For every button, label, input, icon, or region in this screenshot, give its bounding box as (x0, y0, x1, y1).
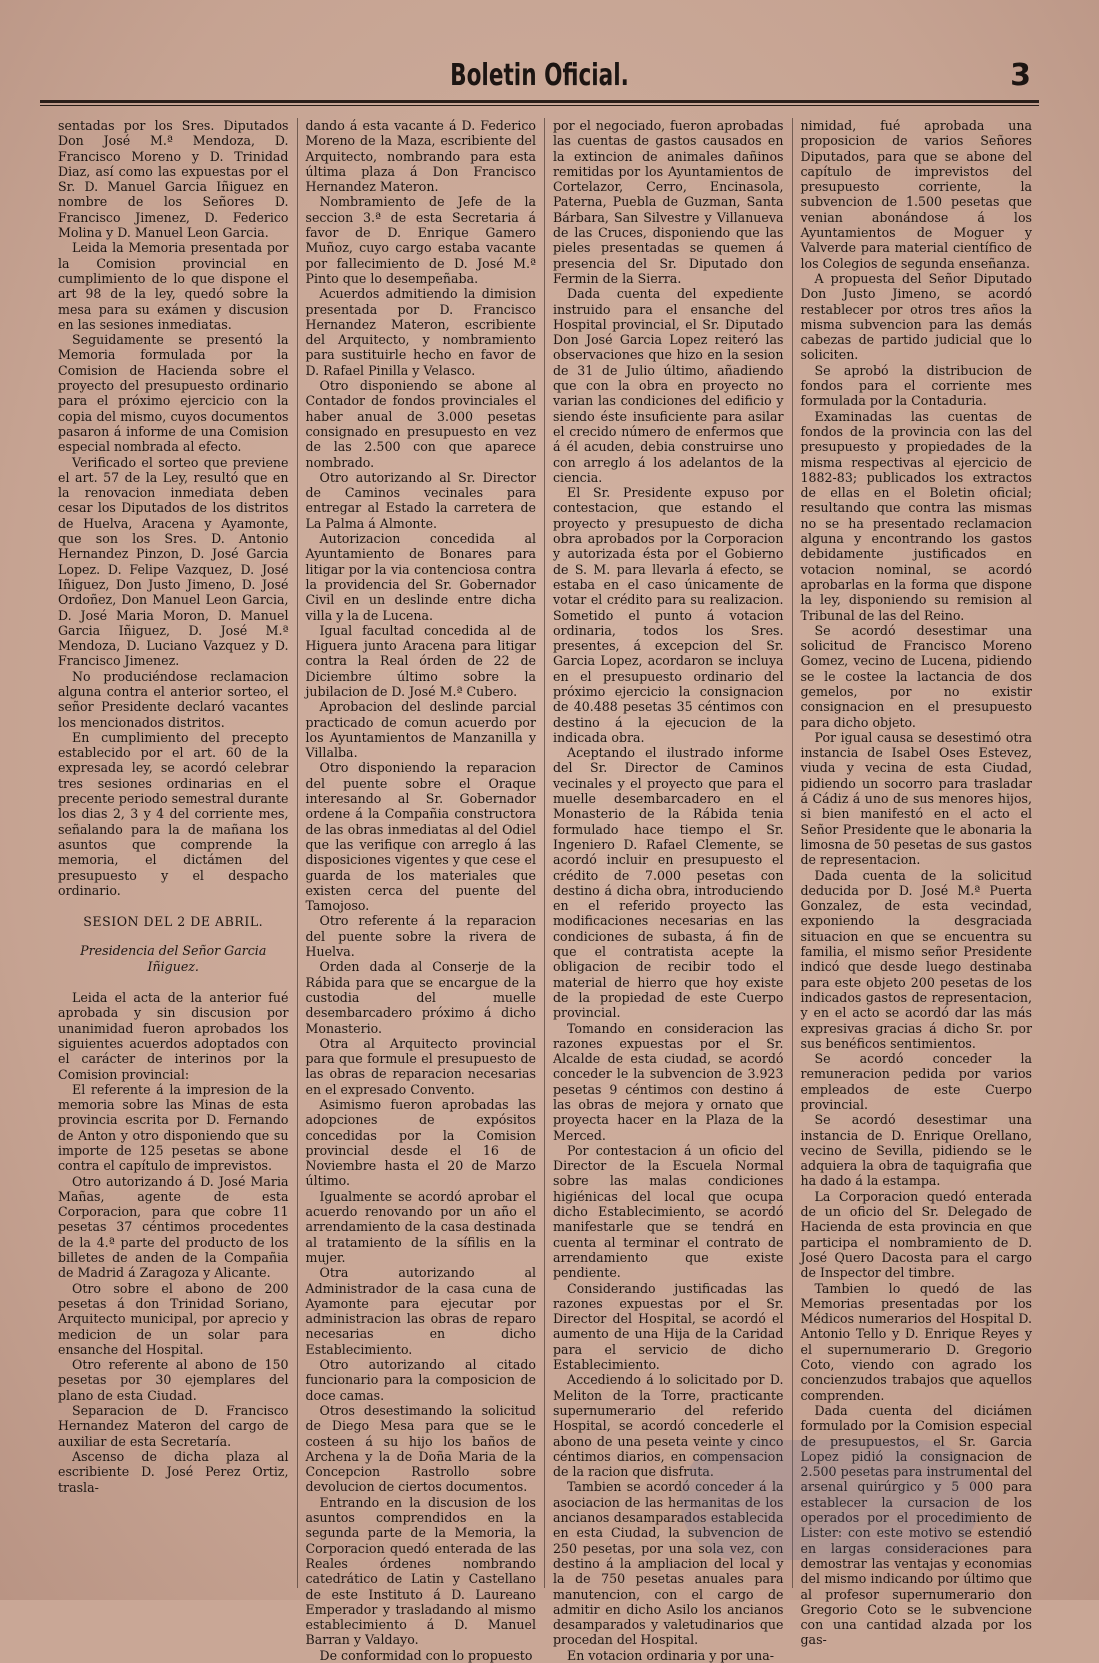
column-1 (50, 118, 298, 1588)
paragraph: En cumplimiento del precepto establecido por el art. 60 de la expresada ley, se acordó celebrar tres sesiones ordinarias en el precente periodo semestral durante los dias 2, 3 y 4 del corriente mes, señalando para la de mañana los asuntos que comprende la memoria, el dictámen del presupuesto y el despacho ordinario. (58, 729, 289, 898)
paragraph: Seguidamente se presentó la Memoria formulada por la Comision de Hacienda sobre el proyecto del presupuesto ordinario para el próximo ejercicio con la copia del mismo, cuyos documentos pasaron á informe de una Comision especial nombrada al efecto. (58, 332, 289, 455)
paragraph: Otro referente á la reparacion del puente sobre la rivera de Huelva. (305, 913, 536, 960)
page-number: 3 (1010, 58, 1031, 93)
paragraph: Entrando en la discusion de los asuntos comprendidos en la segunda parte de la Memoria, la Corporacion quedó enterada de las Reales órdenes nombrando catedrático de Latin y Castellano de este Instituto á D. Laureano Emperador y trasladando al mismo establecimiento á D. Manuel Barran y Valdayo. (305, 1494, 536, 1648)
paragraph: Se aprobó la distribucion de fondos para el corriente mes formulada por la Contaduria. (800, 362, 1032, 409)
paragraph: Asimismo fueron aprobadas las adopciones de expósitos concedidas por la Comision provincial desde el 16 de Noviembre hasta el 20 de Marzo último. (305, 1097, 536, 1189)
page-title: Boletin Oficial. (450, 58, 629, 93)
paragraph: Verificado el sorteo que previene el art. 57 de la Ley, resultó que en la renovacion inmediata deben cesar los Diputados de los distritos de Huelva, Aracena y Ayamonte, que son los Sres. D. Antonio Hernandez Pinzon, D. José Garcia Lopez. D. Felipe Vazquez, D. José Iñiguez, Don Justo Jimeno, D. José Ordoñez, Don Manuel Leon Garcia, D. José Maria Moron, D. Manuel Garcia Iñiguez, D. José M.ª Mendoza, D. Luciano Vazquez y D. Francisco Jimenez. (58, 454, 289, 669)
paragraph: Se acordó desestimar una solicitud de Francisco Moreno Gomez, vecino de Lucena, pidiendo se le costee la lactancia de dos gemelos, por no existir consignacion en el presupuesto para dicho objeto. (800, 622, 1032, 730)
paragraph: Otra al Arquitecto provincial para que formule el presupuesto de las obras de reparacion necesarias en el expresado Convento. (305, 1035, 536, 1097)
section-heading: SESION DEL 2 DE ABRIL. (83, 914, 264, 930)
paragraph: Por igual causa se desestimó otra instancia de Isabel Oses Estevez, viuda y vecina de esta Ciudad, pidiendo un socorro para trasladar á Cádiz á uno de sus menores hijos, si bien manifestó en el acto el Señor Presidente que le abonaria la limosna de 50 pesetas de sus gastos de representacion. (800, 729, 1032, 868)
paragraph: El referente á la impresion de la memoria sobre las Minas de esta provincia escrita por D. Fernando de Anton y otro disponiendo que su importe de 125 pesetas se abone contra el capítulo de imprevistos. (58, 1081, 289, 1174)
paragraph: Acuerdos admitiendo la dimision presentada por D. Francisco Hernandez Materon, escribiente del Arquitecto, y nombramiento para sustituirle hecho en favor de D. Rafael Pinilla y Velasco. (305, 286, 536, 378)
paragraph: Autorizacion concedida al Ayuntamiento de Bonares para litigar por la via contenciosa contra la providencia del Sr. Gobernador Civil en un deslinde entre dicha villa y la de Lucena. (305, 531, 536, 623)
column-2 (298, 118, 546, 1663)
paragraph: En votacion ordinaria y por una- (567, 1647, 774, 1663)
paragraph: sentadas por los Sres. Diputados Don José M.ª Mendoza, D. Francisco Moreno y D. Trinidad Diaz, así como las expuestas por el Sr. D. Manuel Garcia Iñiguez en nombre de los Señores D. Francisco Jimenez, D. Federico Molina y D. Manuel Leon Garcia. (58, 118, 289, 241)
paragraph: Leida la Memoria presentada por la Comision provincial en cumplimiento de lo que dispone el art 98 de la ley, quedó sobre la mesa para su exámen y discusion en las sesiones inmediatas. (58, 240, 289, 332)
paragraph: Se acordó conceder la remuneracion pedida por varios empleados de este Cuerpo provincial. (800, 1051, 1032, 1112)
paragraph: por el negociado, fueron aprobadas las cuentas de gastos causados en la extincion de animales dañinos remitidas por los Ayuntamientos de Cortelazor, Cerro, Encinasola, Paterna, Puebla de Guzman, Santa Bárbara, San Silvestre y Villanueva de las Cruces, disponiendo que las pieles presentadas se quemen á presencia del Sr. Diputado don Fermin de la Sierra. (553, 118, 784, 286)
paragraph: Leida el acta de la anterior fué aprobada y sin discusion por unanimidad fueron aprobados los siguientes acuerdos adoptados con el carácter de interinos por la Comision provincial: (58, 990, 289, 1082)
paragraph: Dada cuenta del expediente instruido para el ensanche del Hospital provincial, el Sr. Diputado Don José Garcia Lopez reiteró las observaciones que hizo en la sesion de 31 de Julio último, añadiendo que con la obra en proyecto no varian las condiciones del edificio y siendo éste insuficiente para asilar el crecido número de enfermos que á él acuden, debia construirse uno con arreglo á los adelantos de la ciencia. (553, 286, 784, 485)
header-rule (40, 100, 1039, 103)
paragraph: Ascenso de dicha plaza al escribiente D. José Perez Ortiz, trasla- (58, 1448, 289, 1495)
paragraph: Otro sobre el abono de 200 pesetas á don Trinidad Soriano, Arquitecto municipal, por aprecio y medicion de un solar para ensanche del Hospital. (58, 1280, 289, 1357)
paragraph: Igual facultad concedida al de Higuera junto Aracena para litigar contra la Real órden de 22 de Diciembre último sobre la jubilacion de D. José M.ª Cubero. (305, 622, 536, 699)
header-rule-thin (40, 105, 1039, 106)
paragraph: La Corporacion quedó enterada de un oficio del Sr. Delegado de Hacienda de esta provincia en que participa el nombramiento de D. José Quero Dacosta para el cargo de Inspector del timbre. (800, 1188, 1032, 1281)
section-subheading: Presidencia del Señor Garcia Iñiguez. (80, 943, 267, 974)
paragraph: De conformidad con lo propuesto (319, 1647, 533, 1663)
paragraph: Examinadas las cuentas de fondos de la provincia con las del presupuesto y propiedades de la misma respectivas al ejercicio de 1882-83; publicados los extractos de ellas en el Boletin oficial; resultando que contra las mismas no se ha presentado reclamacion alguna y encontrando los gastos debidamente justificados en votacion nominal, se acordó aprobarlas en la forma que dispone la ley, disponiendo su remision al Tribunal de las del Reino. (800, 408, 1032, 623)
paragraph: nimidad, fué aprobada una proposicion de varios Señores Diputados, para que se abone del capítulo de imprevistos del presupuesto corriente, la subvencion de 1.500 pesetas que venian abonándose á los Ayuntamientos de Moguer y Valverde para material científico de los Colegios de segunda enseñanza. (800, 118, 1032, 271)
column-4 (793, 118, 1041, 1648)
paragraph: Tomando en consideracion las razones expuestas por el Sr. Alcalde de esta ciudad, se acordó conceder le la subvencion de 3.923 pesetas 9 céntimos con destino á las obras de mejora y ornato que proyecta hacer en la Plaza de la Merced. (553, 1020, 784, 1143)
paragraph: Otro autorizando al citado funcionario para la composicion de doce camas. (305, 1357, 536, 1403)
text-columns (50, 118, 1040, 1663)
paragraph: Otro referente al abono de 150 pesetas por 30 ejemplares del plano de esta Ciudad. (58, 1357, 289, 1403)
paragraph: Dada cuenta del diciámen formulado por la Comision especial de presupuestos, el Sr. Garcia Lopez pidió la consignacion de 2.500 pesetas para instrumental del arsenal quirúrgico y 5 000 para establecer la cursacion de los operados por el procedimiento de Lister: con este motivo se estendió en largas consideraciones para demostrar las ventajas y economias del mismo indicando por último que al profesor supernumerario don Gregorio Coto se le subvencione con una cantidad alzada por los gas- (800, 1402, 1032, 1648)
paragraph: Tambien lo quedó de las Memorias presentadas por los Médicos numerarios del Hospital D. Antonio Tello y D. Enrique Reyes y el supernumerario D. Gregorio Coto, viendo con agrado los concienzudos trabajos que aquellos comprenden. (800, 1280, 1032, 1403)
paragraph: Dada cuenta de la solicitud deducida por D. José M.ª Puerta Gonzalez, de esta vecindad, exponiendo la desgraciada situacion en que se encuentra su familia, el mismo señor Presidente indicó que desde luego destinaba para este objeto 200 pesetas de los indicados gastos de representacion, y en el acto se acordó dar las más expresivas gracias á dicho Sr. por sus benéficos sentimientos. (800, 867, 1032, 1051)
paragraph: dando á esta vacante á D. Federico Moreno de la Maza, escribiente del Arquitecto, nombrando para esta última plaza á Don Francisco Hernandez Materon. (305, 118, 536, 195)
paragraph: Separacion de D. Francisco Hernandez Materon del cargo de auxiliar de esta Secretaría. (58, 1403, 289, 1449)
paragraph: Aprobacion del deslinde parcial practicado de comun acuerdo por los Ayuntamientos de Manzanilla y Villalba. (305, 699, 536, 761)
paragraph: Se acordó desestimar una instancia de D. Enrique Orellano, vecino de Sevilla, pidiendo se le adquiera la obra de taquigrafia que ha dado á la estampa. (800, 1112, 1032, 1189)
paragraph: Nombramiento de Jefe de la seccion 3.ª de esta Secretaria á favor de D. Enrique Gamero Muñoz, cuyo cargo estaba vacante por fallecimiento de D. José M.ª Pinto que lo desempeñaba. (305, 194, 536, 286)
paragraph: El Sr. Presidente expuso por contestacion, que estando el proyecto y presupuesto de dicha obra aprobados por la Corporacion y autorizada ésta por el Gobierno de S. M. para llevarla á efecto, se estaba en el caso únicamente de votar el crédito para su realizacion. Sometido el punto á votacion ordinaria, todos los Sres. presentes, á excepcion del Sr. Garcia Lopez, acordaron se incluya en el presupuesto ordinario del próximo ejercicio la consignacion de 40.488 pesetas 35 céntimos con destino á la ejecucion de la indicada obra. (553, 485, 784, 745)
paragraph: Orden dada al Conserje de la Rábida para que se encargue de la custodia del muelle desembarcadero próximo á dicho Monasterio. (305, 959, 536, 1036)
paragraph: Otra autorizando al Administrador de la casa cuna de Ayamonte para ejecutar por administracion las obras de reparo necesarias en dicho Establecimiento. (305, 1265, 536, 1357)
paragraph: Por contestacion á un oficio del Director de la Escuela Normal sobre las malas condiciones higiénicas del local que ocupa dicho Establecimiento, se acordó manifestarle que se tendrá en cuenta al terminar el contrato de arrendamiento que existe pendiente. (553, 1142, 784, 1281)
paragraph: Otro autorizando al Sr. Director de Caminos vecinales para entregar al Estado la carretera de La Palma á Almonte. (305, 469, 536, 531)
masthead (40, 52, 1039, 102)
paragraph: Accediendo á lo solicitado por D. Meliton de la Torre, practicante supernumerario del referido Hospital, se acordó concederle el abono de una peseta veinte y cinco céntimos diarios, en compensacion de la racion que disfruta. (553, 1372, 784, 1480)
paragraph: Otro disponiendo la reparacion del puente sobre el Oraque interesando al Sr. Gobernador ordene á la Compañia constructora de las obras inmediatas al del Odiel que las verifique con arreglo á las disposiciones vigentes y que cese el guarda de los materiales que existen cerca del puente del Tamojoso. (305, 760, 536, 914)
paragraph: Considerando justificadas las razones expuestas por el Sr. Director del Hospital, se acordó el aumento de una Hija de la Caridad para el servicio de dicho Establecimiento. (553, 1280, 784, 1373)
paragraph: Aceptando el ilustrado informe del Sr. Director de Caminos vecinales y el proyecto que para el muelle desembarcadero en el Monasterio de la Rábida tenia formulado hace tiempo el Sr. Ingeniero D. Rafael Clemente, se acordó incluir en presupuesto el crédito de 7.000 pesetas con destino á dicha obra, introduciendo en el referido proyecto las modificaciones necesarias en las condiciones de subasta, á fin de que el contratista acepte la obligacion de recibir todo el material de hierro que hoy existe de la propiedad de este Cuerpo provincial. (553, 745, 784, 1021)
paragraph: Otros desestimando la solicitud de Diego Mesa para que se le costeen á su hijo los baños de Archena y la de Doña Maria de la Concepcion Rastrollo sobre devolucion de ciertos documentos. (305, 1402, 536, 1495)
paragraph: Igualmente se acordó aprobar el acuerdo renovando por un año el arrendamiento de la casa destinada al tratamiento de la sífilis en la mujer. (305, 1188, 536, 1265)
paragraph: Otro autorizando á D. José Maria Mañas, agente de esta Corporacion, para que cobre 11 pesetas 37 céntimos procedentes de la 4.ª parte del producto de los billetes de anden de la Compañia de Madrid á Zaragoza y Alicante. (58, 1173, 289, 1281)
paragraph: A propuesta del Señor Diputado Don Justo Jimeno, se acordó restablecer por otros tres años la misma subvencion para las demás cabezas de partido judicial que lo soliciten. (800, 270, 1032, 363)
paragraph: Otro disponiendo se abone al Contador de fondos provinciales el haber anual de 3.000 pesetas consignado en presupuesto en vez de las 2.500 con que aparece nombrado. (305, 378, 536, 470)
paragraph: No produciéndose reclamacion alguna contra el anterior sorteo, el señor Presidente declaró vacantes los mencionados distritos. (58, 668, 289, 730)
column-3 (545, 118, 793, 1663)
paragraph: Tambien se acordó conceder á la asociacion de las hermanitas de los ancianos desamparados establecida en esta Ciudad, la subvencion de 250 pesetas, por una sola vez, con destino á la ampliacion del local y la de 750 pesetas anuales para manutencion, con el cargo de admitir en dicho Asilo los ancianos desamparados y valetudinarios que procedan del Hospital. (553, 1479, 784, 1648)
